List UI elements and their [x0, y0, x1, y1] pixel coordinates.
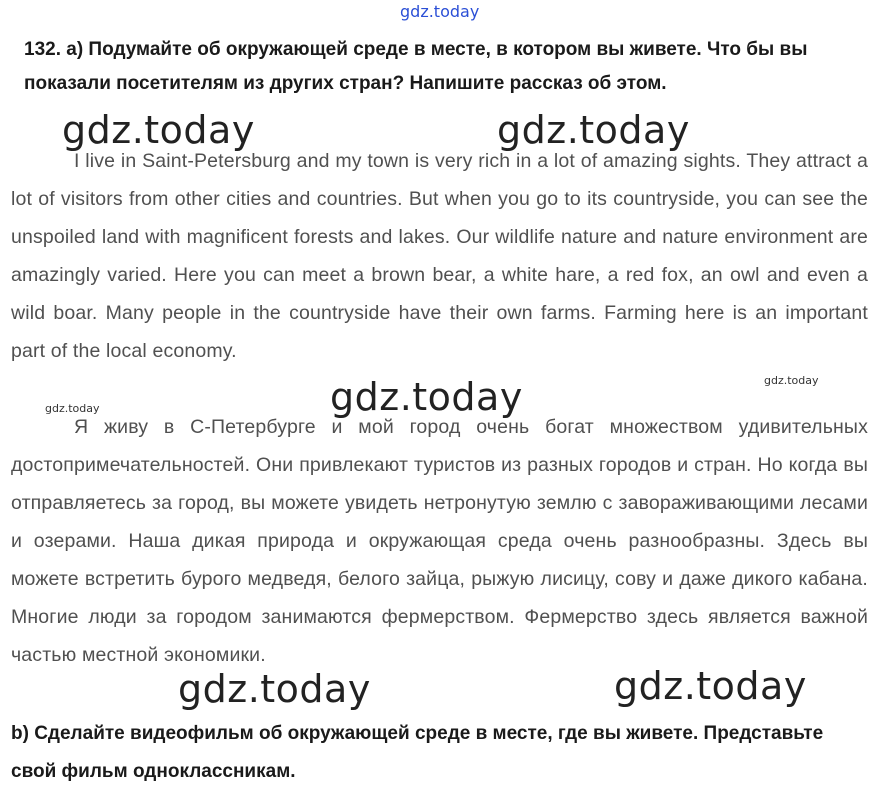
- watermark-small: gdz.today: [764, 374, 819, 387]
- paragraph-english: I live in Saint-Petersburg and my town is very rich in a lot of amazing sights. They attract a lot of visitors from other cities and countries. But when you go to its countryside, you can see the unspoiled land with magnificent forests and lakes. Our wildlife nature and nature environment are amazingly varied. Here you can meet a brown bear, a white hare, a red fox, an owl and even a wild boar. Many people in the countryside have their own farms. Farming here is an important part of the local economy.: [11, 150, 868, 362]
- watermark-small: gdz.today: [45, 402, 100, 415]
- paragraph-russian: Я живу в С-Петербурге и мой город очень богат множеством удивительных достопримечательностей. Они привлекают туристов из разных городов и стран. Но когда вы отправляетесь за город, вы можете увидеть нетронутую землю с завораживающими лесами и озерами. Наша дикая природа и окружающая среда очень разнообразны. Здесь вы можете встретить бурого медведя, белого зайца, рыжую лисицу, сову и даже дикого кабана. Многие люди за городом занимаются фермерством. Фермерство здесь является важной частью местной экономики.: [11, 416, 868, 666]
- watermark: gdz.today: [62, 108, 255, 152]
- task-a-heading: 132. a) Подумайте об окружающей среде в месте, в котором вы живете. Что бы вы показали посетителям из других стран? Напишите рассказ об этом.: [24, 39, 808, 94]
- watermark: gdz.today: [330, 375, 523, 419]
- watermark: gdz.today: [178, 667, 371, 711]
- task-b-heading: b) Сделайте видеофильм об окружающей среде в месте, где вы живете. Представьте свой фильм одноклассникам.: [11, 723, 824, 782]
- watermark: gdz.today: [497, 108, 690, 152]
- watermark: gdz.today: [614, 664, 807, 708]
- watermark-top: gdz.today: [400, 2, 480, 21]
